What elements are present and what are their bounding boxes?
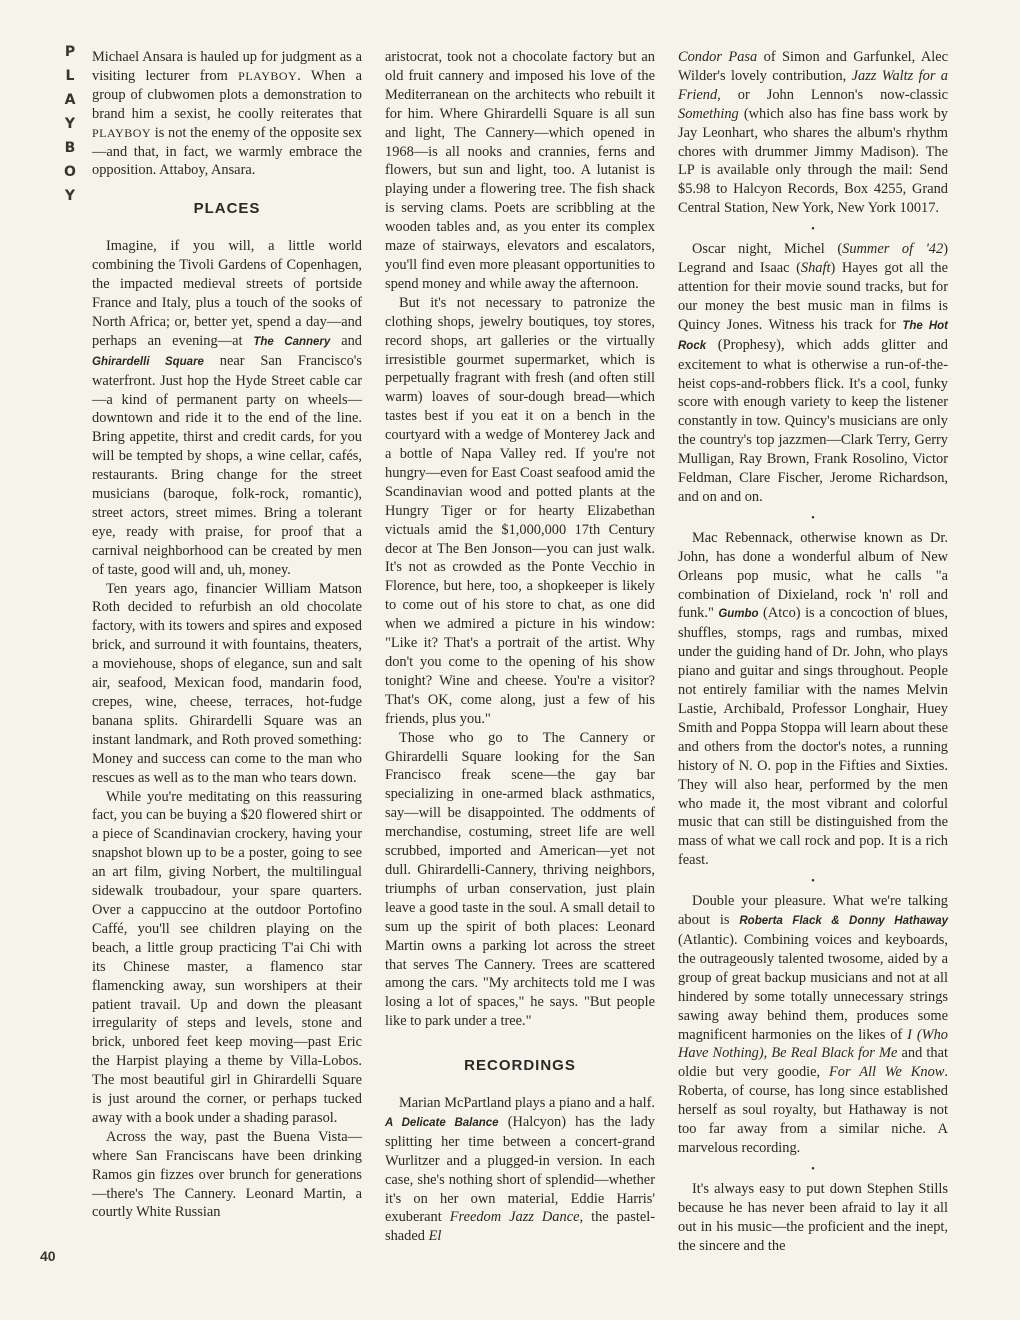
section-divider-dot: • xyxy=(811,224,815,236)
paragraph: Michael Ansara is hauled up for judgment as a visiting lecturer from PLAYBOY. When a group of clubwomen plots a demonstration to brand him a sexist, he coolly reiterates that PLAYBOY is not the enemy of the opposite sex—and that, in fact, we warmly embrace the opposition. Attaboy, Ansara. xyxy=(92,49,362,179)
section-divider-dot: • xyxy=(811,876,815,888)
paragraph: Across the way, past the Buena Vista—where San Franciscans have been drinking Ramos gin fizzes over brunch for generations—there's The Cannery. Leonard Martin, a courtly White Russian xyxy=(92,1128,362,1221)
masthead-letter: O xyxy=(64,164,76,180)
paragraph: Double your pleasure. What we're talking about is Roberta Flack & Donny Hathaway (Atlantic). Combining voices and keyboards, the outrageously talented twosome, aided by a group of great backup musicians and not at all hindered by some totally unnecessary strings sawing away behind them, produces some magnificent harmonies on the likes of I (Who Have Nothing), Be Real Black for Me and that oldie but very goodie, For All We Know. Roberta, of course, has long since established herself as soul royalty, but Hathaway is not too far away from a similar niche. A marvelous recording. xyxy=(678,893,949,1156)
song-title: Be Real Black for Me xyxy=(771,1045,898,1062)
paragraph: Mac Rebennack, otherwise known as Dr. John, has done a wonderful album of New Orleans pop music, what he calls "a combination of Dixieland, rock 'n' roll and funk." Gumbo (Atco) is a concoction of blues, shuffles, stomps, rags and rumbas, mixed under the guiding hand of Dr. John, who plays piano and guitar and sings throughout. People not entirely familiar with the names Melvin Lastie, Archibald, Professor Longhair, Huey Smith and Poppa Stoppa will learn about these and others from the doctor's notes, a running history of N. O. pop in the Fifties and Sixties. They will also hear, performed by the men who made it, the most vibrant and colorful music that can still be distinguished from the mass of what we call rock and pop. It is a rich feast. xyxy=(678,529,948,869)
venue-name: The Cannery xyxy=(253,335,331,348)
masthead-vertical xyxy=(55,40,85,208)
song-title: Condor Pasa xyxy=(678,49,758,65)
section-heading-recordings: RECORDINGS xyxy=(464,1057,576,1075)
song-title: I (Who Have Nothing) xyxy=(678,1026,948,1062)
section-divider-dot: • xyxy=(811,512,815,524)
paragraph: Imagine, if you will, a little world combining the Tivoli Gardens of Copenhagen, the impacted medieval streets of portside France and Italy, plus a touch of the sooks of North Africa; or, better yet, spend a day—and perhaps an evening—at The Cannery and Ghirardelli Square near San Francisco's waterfront. Just hop the Hyde Street cable car—a kind of permanent party on wheels—downtown and ride it to the end of the line. Bring appetite, thirst and credit cards, for you will be tempted by shops, a wine cellar, cafés, restaurants. Bring change for the street musicians (baroque, folk-rock, romantic), street actors, street mimes. Bring a tolerant eye, ready with praise, for proof that a carnival neighborhood can be created by men of taste, good will and, uh, money. xyxy=(92,238,362,578)
song-title: For All We Know xyxy=(829,1064,945,1081)
album-title: The Hot Rock xyxy=(678,319,948,352)
column-2 xyxy=(385,48,655,1246)
paragraph: aristocrat, took not a chocolate factory but an old fruit cannery and imposed his love of the Mediterranean on the architects who rebuilt it for him. Where Ghirardelli Square is all sun and light, The Cannery—which opened in 1968—is all nooks and crannies, ferns and flowers, but sun and light, too. A lutanist is playing under a flowering tree. The fish shack is serving clams. Poets are scribbling at the wooden tables and, as you enter its complex maze of stairways, elevators and escalators, you'll find even more pleasant opportunities to spend money and while away the afternoon. xyxy=(385,49,655,292)
venue-name: Ghirardelli Square xyxy=(92,355,204,368)
film-title: Summer of '42 xyxy=(842,241,944,258)
paragraph: Condor Pasa of Simon and Garfunkel, Alec Wilder's lovely contribution, Jazz Waltz for a Friend, or John Lennon's now-classic Something (which also has fine bass work by Jay Leonhart, who shares the album's rhythm chores with drummer Jimmy Madison). The LP is available only through the mail: Send $5.98 to Halcyon Records, Box 4255, Grand Central Station, New York, New York 10017. xyxy=(678,49,948,217)
film-title: Shaft xyxy=(800,260,831,277)
paragraph: Marian McPartland plays a piano and a half. A Delicate Balance (Halcyon) has the lady splitting her time between a concert-grand Wurlitzer and a plugged-in version. In each case, she's nothing short of splendid—whether it's on her own material, Eddie Harris' exuberant Freedom Jazz Dance, the pastel-shaded El xyxy=(385,1095,656,1245)
paragraph: Those who go to The Cannery or Ghirardelli Square looking for the San Francisco freak scene—the gay bar specializing in one-armed black asthmatics, say—will be disappointed. The oddments of merchandise, costuming, street life are well scrubbed, imported and American—yet not dull. Ghirardelli-Cannery, thriving neighbors, triumphs of urban conservation, just plain leave a good taste in the soul. A small detail to sum up the spirit of both places: Leonard Martin owns a parking lot across the street that serves The Cannery. Trees are scattered among the cars. "My architects told me I was losing a lot of spaces," he says. "But people like to park under a tree." xyxy=(385,729,655,1030)
brand-name: PLAYBOY xyxy=(238,68,298,83)
album-title: A Delicate Balance xyxy=(385,1116,499,1129)
paragraph: It's always easy to put down Stephen Stills because he has never been afraid to lay it all out in his music—the proficient and the inept, the sincere and the xyxy=(678,1180,948,1254)
column-3 xyxy=(678,48,948,1255)
paragraph: But it's not necessary to patronize the clothing shops, jewelry boutiques, toy stores, record shops, art galleries or the virtually irresistible gourmet supermarket, which is perpetually fragrant with fresh (and often still warm) loaves of sour-dough bread—which tastes best if you eat it on a bench in the courtyard with a wedge of Monterey Jack and a bottle of Napa Valley red. If you're not hungry—even for East Coast seafood amid the Scandinavian wood and potted plants at the Hungry Tiger or for hearty Elizabethan victuals amid the $1,000,000 17th Century decor at The Ben Jonson—you can just walk. It's not as crowded as the Ponte Vecchio in Florence, but here, too, a shopkeeper is likely to come out of his store to chat, as one did when we admired a picture in his window: "Like it? That's a portrait of the artist. Why don't you come to the opening of his show tonight? Wine and cheese. You're a visitor? That's OK, come along, just a few of his friends, plus you." xyxy=(385,294,655,727)
album-title: Gumbo xyxy=(718,608,759,621)
song-title: El xyxy=(428,1228,442,1245)
album-title: Roberta Flack & Donny Hathaway xyxy=(739,915,948,928)
column-1 xyxy=(92,48,362,1222)
song-title: Freedom Jazz Dance xyxy=(449,1209,580,1226)
song-title: Something xyxy=(678,105,739,122)
masthead-letter: B xyxy=(64,140,76,156)
paragraph: Oscar night, Michel (Summer of '42) Legrand and Isaac (Shaft) Hayes got all the attention for their movie sound tracks, but for our money the best music man in films is Quincy Jones. Witness his track for The Hot Rock (Prophesy), which adds glitter and excitement to what is otherwise a run-of-the-heist cops-and-robbers flick. It's a cool, funky score with enough variety to keep the listener constantly in tow. Quincy's musicians are only the country's top jazzmen—Clark Terry, Gerry Mulligan, Ray Brown, Frank Rosolino, Victor Feldman, Clare Fischer, Jerome Richardson, and on and on. xyxy=(678,241,948,505)
song-title: Jazz Waltz for a Friend xyxy=(678,67,948,103)
masthead-letter: A xyxy=(64,92,76,108)
brand-name: PLAYBOY xyxy=(92,125,152,140)
masthead-letter: P xyxy=(64,44,76,60)
masthead-letter: L xyxy=(65,68,75,84)
page-number: 40 xyxy=(40,1248,56,1264)
paragraph: Ten years ago, financier William Matson Roth decided to refurbish an old chocolate factory, with its towers and spires and exposed brick, and surround it with fountains, theaters, a moviehouse, shops of elegance, sun and salt air, seafood, Mexican food, mandarin food, crepes, wine, cheese, terraces, hot-fudge banana splits. Ghirardelli Square was an instant landmark, and Roth proved something: Money and success can come to the man who rescues as well as to the man who tears down. xyxy=(92,580,362,786)
masthead-letter: Y xyxy=(64,116,76,132)
paragraph: While you're meditating on this reassuring fact, you can be buying a $20 flowered shirt or a piece of Scandinavian crockery, having your snapshot blown up to be a poster, going to see an art film, giving Norbert, the multilingual sidewalk troubadour, your spare quarters. Over a cappuccino at the outdoor Portofino Caffé, you'll see children playing on the beach, a little group practicing T'ai Chi with its Chinese master, a flamenco star flamencking away, sun worshipers at their patient travail. Up and down the pleasant irregularity of steps and levels, stone and brick, unbored feet keep moving—past Eric the Harpist playing a theme by Villa-Lobos. The most beautiful girl in Ghirardelli Square is just around the corner, or perhaps tucked away with a book under a shading parasol. xyxy=(92,788,362,1126)
section-heading-places: PLACES xyxy=(193,200,261,218)
masthead-letter: Y xyxy=(64,188,76,204)
section-divider-dot: • xyxy=(811,1163,815,1175)
